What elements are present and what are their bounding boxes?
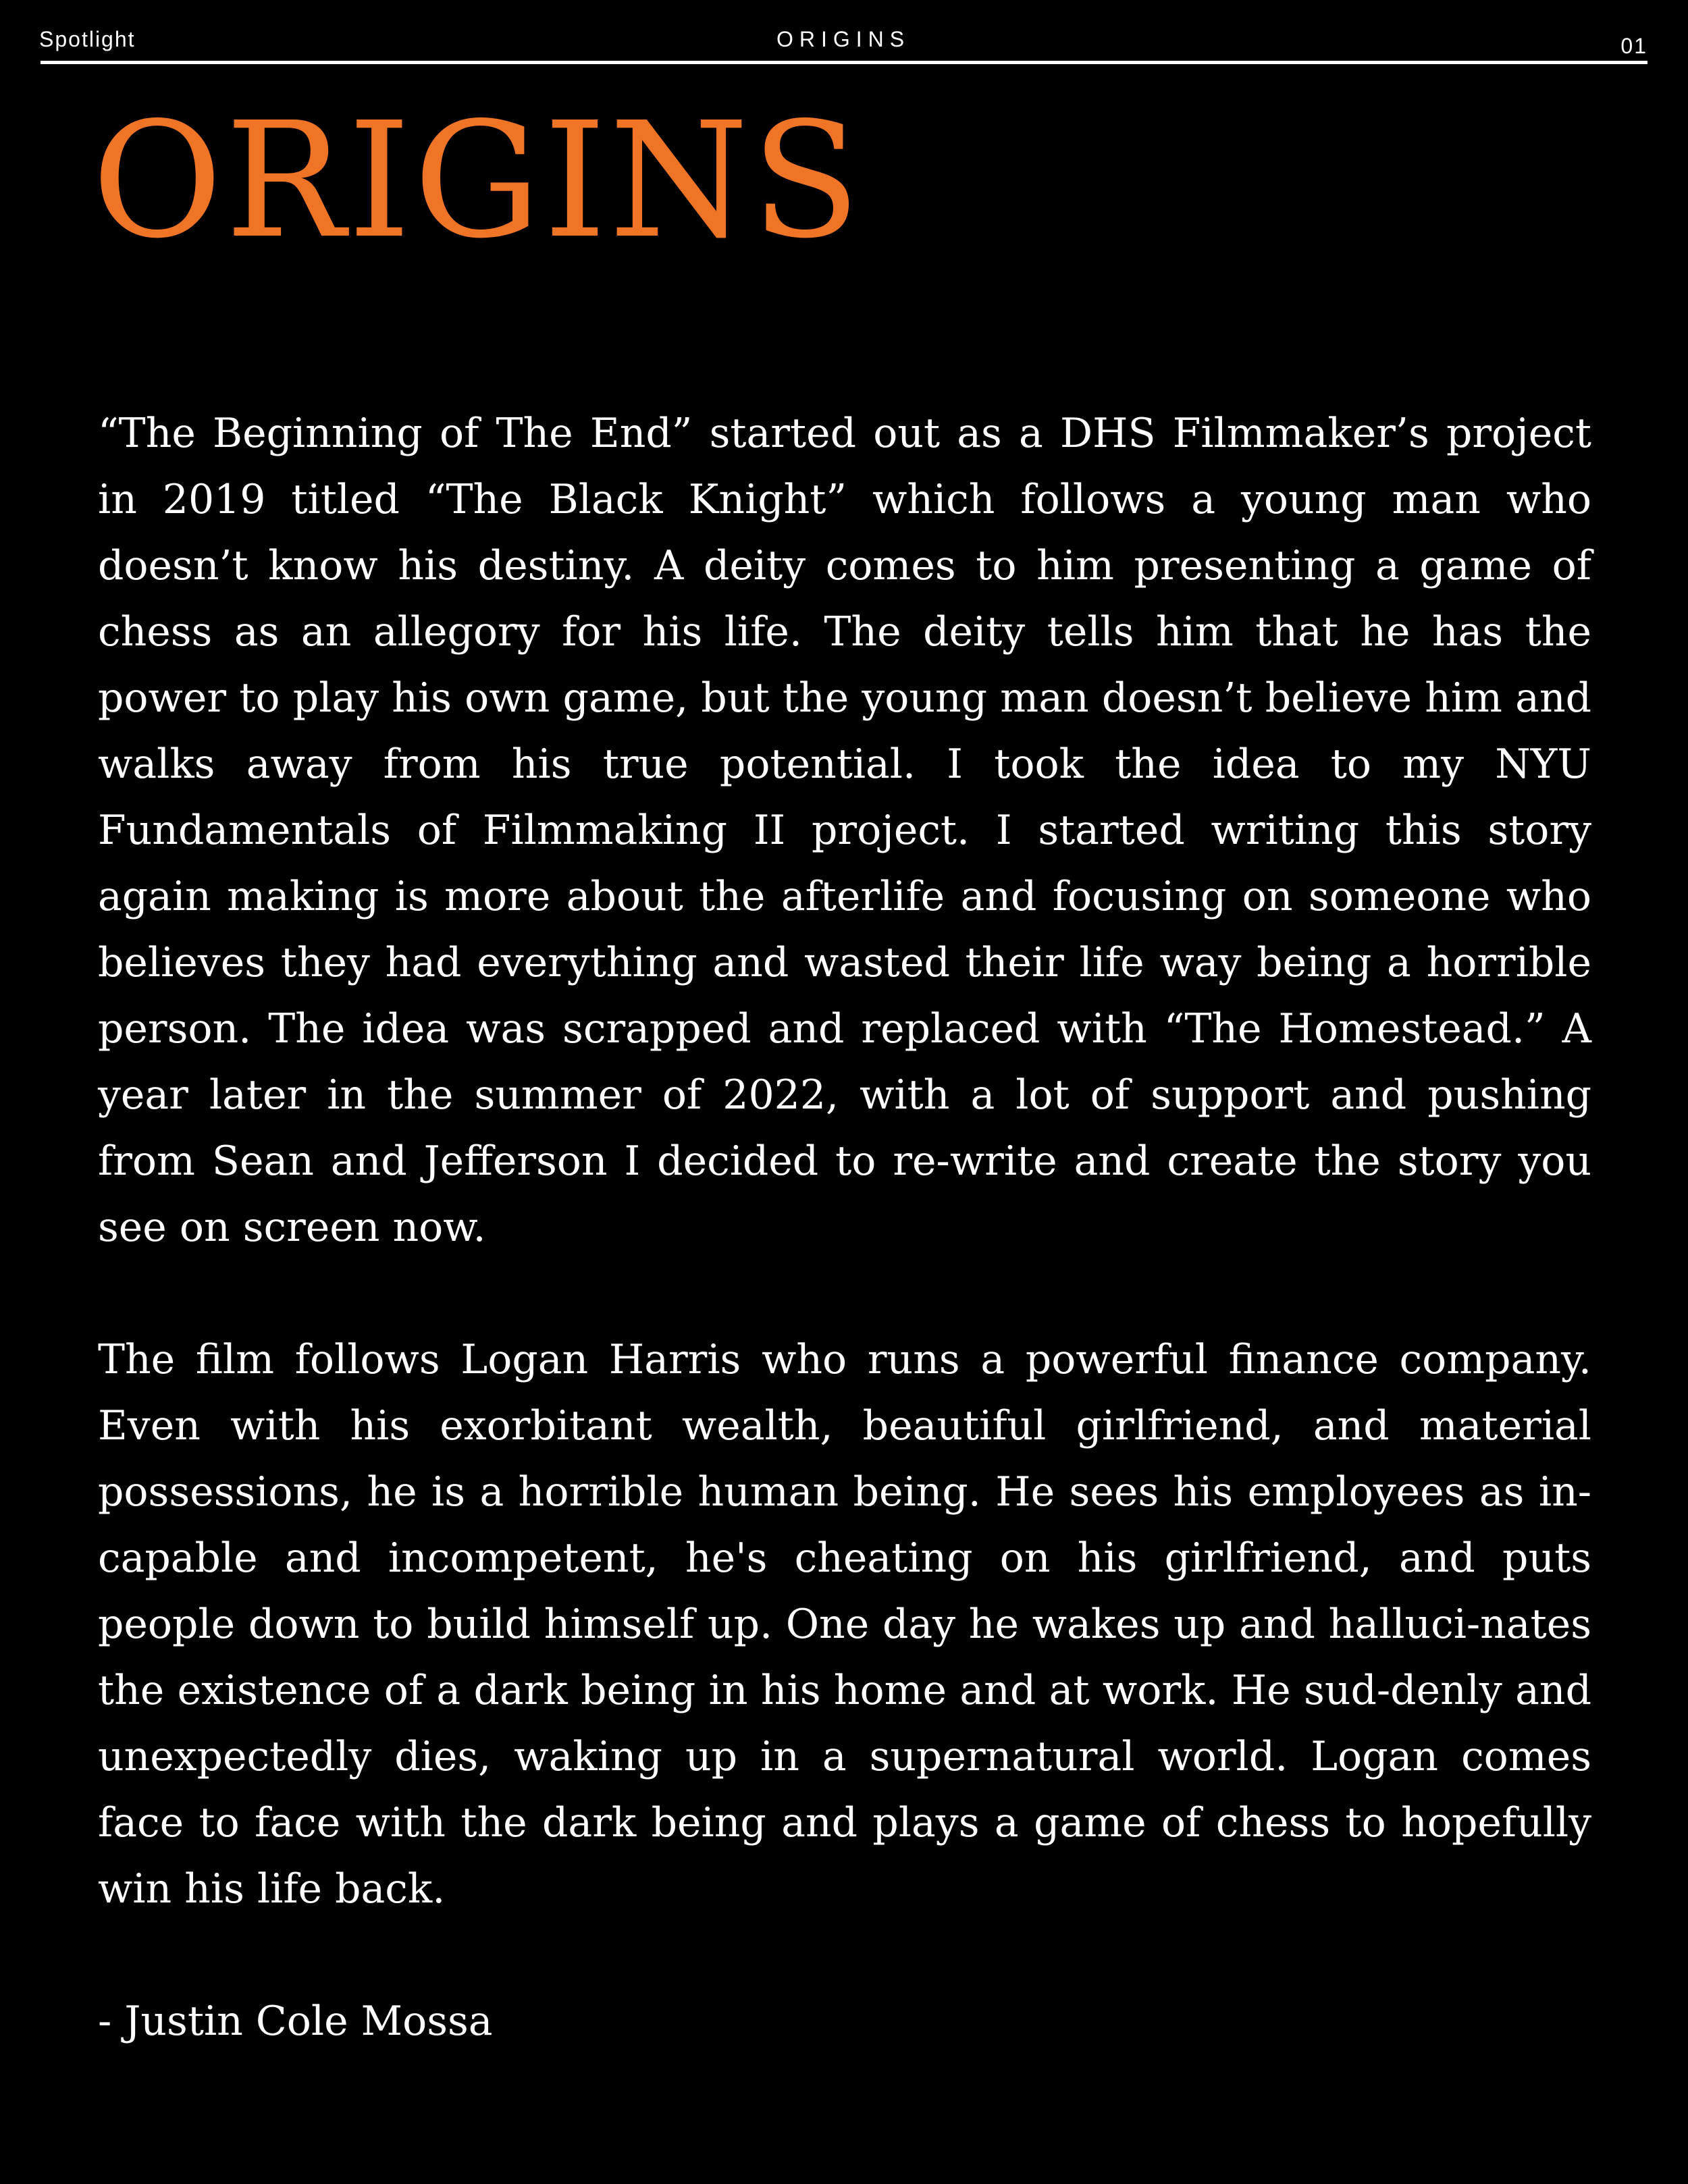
author-signature: - Justin Cole Mossa: [98, 1998, 493, 2045]
section-label: Spotlight: [39, 27, 136, 51]
page-number: 01: [1620, 34, 1647, 58]
running-title: ORIGINS: [776, 27, 911, 51]
article-body: [98, 400, 1591, 2054]
article-paragraph-2: The film follows Logan Harris who runs a powerful finance company. Even with his exorbitant wealth, beautiful girlfriend, and material possessions, he is a horrible human being. He sees his employees as in-capable and incompetent, he's cheating on his girlfriend, and puts people down to build himself up. One day he wakes up and halluci-nates the existence of a dark being in his home and at work. He sud-denly and unexpectedly dies, waking up in a supernatural world. Logan comes face to face with the dark being and plays a game of chess to hopefully win his life back.: [98, 1336, 1591, 1913]
header-divider: [41, 61, 1647, 64]
page-title: ORIGINS: [92, 88, 864, 273]
article-paragraph-1: “The Beginning of The End” started out as a DHS Filmmaker’s project in 2019 titled “The Black Knight” which follows a young man who doesn’t know his destiny. A deity comes to him presenting a game of chess as an allegory for his life. The deity tells him that he has the power to play his own game, but the young man doesn’t believe him and walks away from his true potential. I took the idea to my NYU Fundamentals of Filmmaking II project. I started writing this story again making is more about the afterlife and focusing on someone who believes they had everything and wasted their life way being a horrible person. The idea was scrapped and replaced with “The Homestead.” A year later in the summer of 2022, with a lot of support and pushing from Sean and Jefferson I decided to re-write and create the story you see on screen now.: [98, 410, 1591, 1251]
page-header: [39, 26, 1647, 59]
